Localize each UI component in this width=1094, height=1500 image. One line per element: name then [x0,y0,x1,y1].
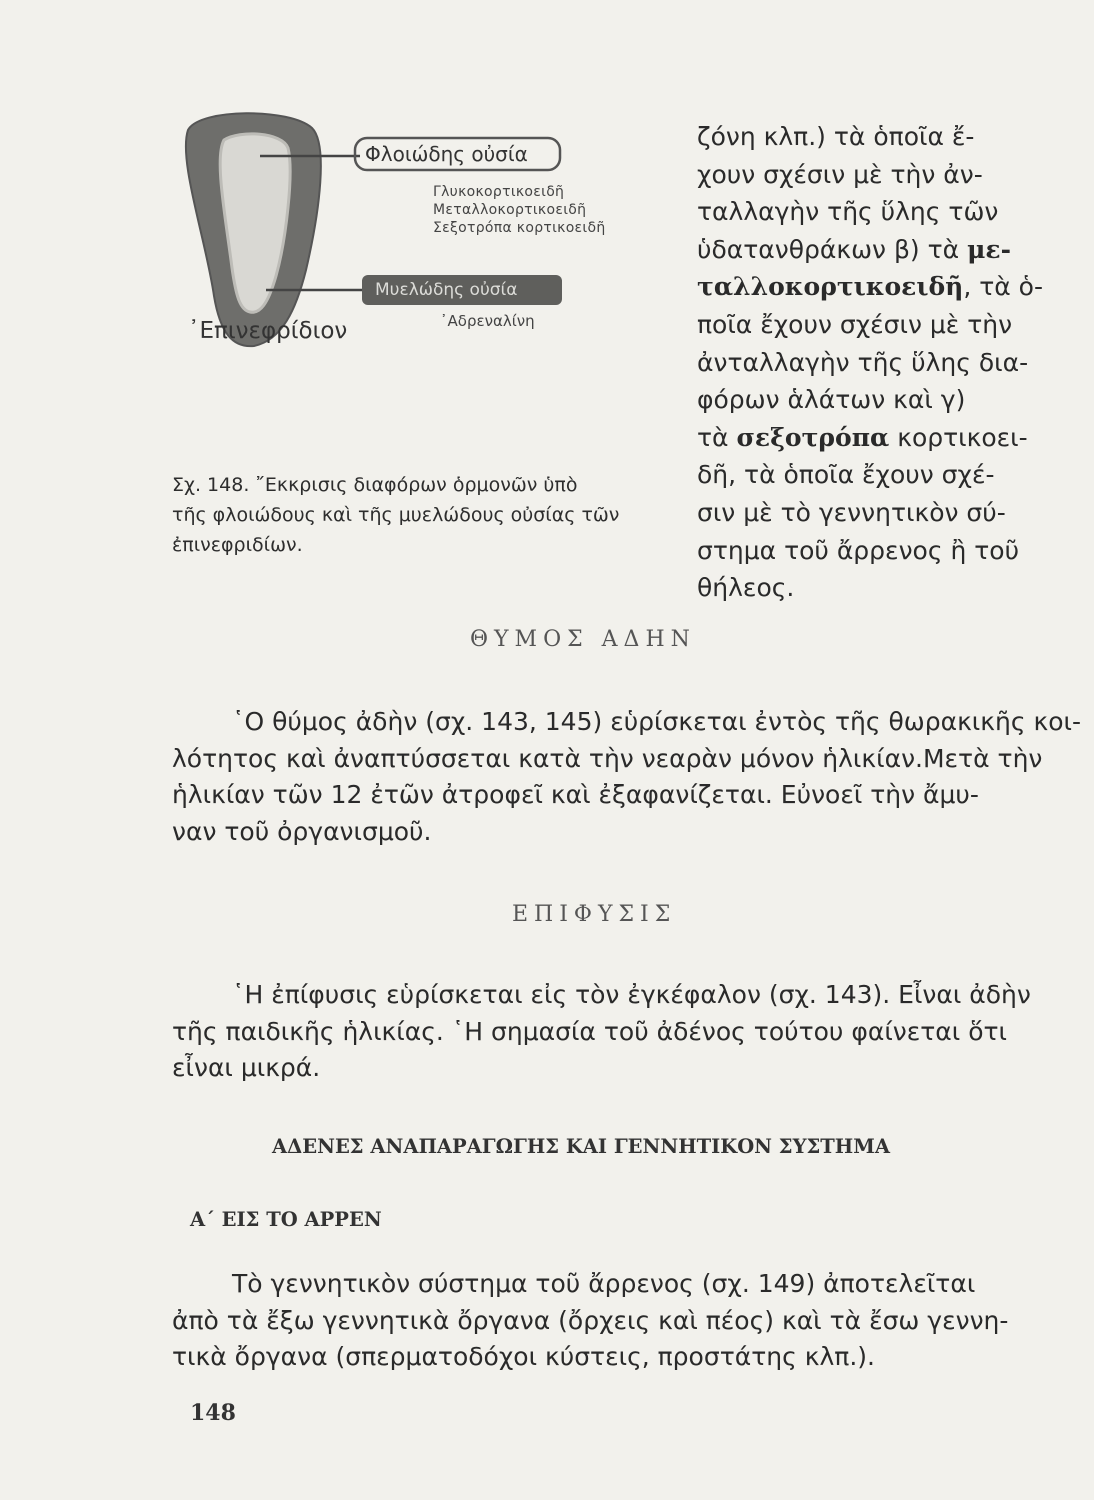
text-line: ῾Η ἐπίφυσις εὑρίσκεται εἰς τὸν ἐγκέφαλον (σχ. 143). Εἶναι ἀδὴν [232,980,1031,1009]
right-column-text [697,118,1043,607]
text-line: ποῖα ἔχουν σχέσιν μὲ τὴν [697,309,1013,339]
gland-label: ᾿Επινεφρίδιον [188,318,348,344]
section-heading-epifysis: ΕΠΙΦΥΣΙΣ [512,902,677,927]
cortex-hormone-1: Γλυκοκορτικοειδῆ [433,184,565,200]
text-line: τῆς παιδικῆς ἡλικίας. ῾Η σημασία τοῦ ἀδένος τούτου φαίνεται ὅτι [172,1016,1007,1046]
section-heading-thymos: ΘΥΜΟΣ ΑΔΗΝ [470,627,696,652]
paragraph-thymos [172,704,1081,850]
medulla-hormone: ᾿Αδρεναλίνη [440,312,535,330]
text-line: δῆ, τὰ ὁποῖα ἔχουν σχέ- [697,460,995,490]
paragraph-male-system [172,1266,1032,1376]
text-segment: τὰ [697,422,729,452]
text-line: ἀπὸ τὰ ἔξω γεννητικὰ ὄργανα (ὄρχεις καὶ πέος) καὶ τὰ ἔσω γεννη- [172,1305,1009,1335]
figure-caption [172,470,652,560]
cortex-hormone-3: Σεξοτρόπα κορτικοειδῆ [433,220,606,236]
text-line: θήλεος. [697,573,795,603]
cortex-label: Φλοιώδης οὐσία [365,142,528,166]
section-heading-reproduction: ΑΔΕΝΕΣ ΑΝΑΠΑΡΑΓΩΓΗΣ ΚΑΙ ΓΕΝΝΗΤΙΚΟΝ ΣΥΣΤΗΜΑ [272,1135,890,1158]
text-line: τικὰ ὄργανα (σπερματοδόχοι κύστεις, προστάτης κλπ.). [172,1342,875,1371]
adrenal-gland-figure [170,100,670,370]
subheading-male: Α΄ ΕΙΣ ΤΟ ΑΡΡΕΝ [190,1208,382,1231]
text-line: φόρων ἁλάτων καὶ γ) [697,385,966,415]
text-line: ἡλικίαν τῶν 12 ἐτῶν ἀτροφεῖ καὶ ἐξαφανίζεται. Εὐνοεῖ τὴν ἄμυ- [172,780,979,809]
text-line: σιν μὲ τὸ γεννητικὸν σύ- [697,497,1006,527]
bold-term: με- [967,234,1011,264]
text-line: ἀνταλλαγὴν τῆς ὕλης δια- [697,347,1029,377]
text-segment: κορτικοει- [897,422,1028,452]
text-line: ῾Ο θύμος ἀδὴν (σχ. 143, 145) εὑρίσκεται ἐντὸς τῆς θωρακικῆς κοι- [232,707,1081,736]
text-line [697,419,1027,457]
text-line [697,231,1027,269]
medulla-label: Μυελώδης οὐσία [375,280,518,300]
paragraph-epifysis [172,977,1032,1087]
text-segment: ὑδατανθράκων β) τὰ [697,234,960,264]
text-line: ταλλαγὴν τῆς ὕλης τῶν [697,197,999,227]
text-line: εἶναι μικρά. [172,1053,321,1082]
text-line: στημα τοῦ ἄρρενος ἢ τοῦ [697,535,1020,565]
bold-term: σεξοτρόπα [736,422,890,452]
text-segment: , τὰ ὁ- [963,272,1043,302]
text-line: Τὸ γεννητικὸν σύστημα τοῦ ἄρρενος (σχ. 149) ἀποτελεῖται [232,1269,976,1298]
page-number: 148 [190,1400,236,1426]
text-line: ναν τοῦ ὀργανισμοῦ. [172,816,432,846]
cortex-hormone-2: Μεταλλοκορτικοειδῆ [433,202,587,218]
text-line [697,268,1043,306]
text-line: λότητος καὶ ἀναπτύσσεται κατὰ τὴν νεαρὰν μόνον ἡλικίαν.Μετὰ τὴν [172,743,1043,773]
caption-line: ἐπινεφριδίων. [172,534,303,556]
text-line: χουν σχέσιν μὲ τὴν ἀν- [697,159,983,189]
bold-term: ταλλοκορτικοειδῆ [697,272,964,302]
caption-line: Σχ. 148. ῎Εκκρισις διαφόρων ὁρμονῶν ὑπὸ [172,474,578,496]
text-line: ζόνη κλπ.) τὰ ὁποῖα ἔ- [697,122,975,151]
caption-line: τῆς φλοιώδους καὶ τῆς μυελώδους οὐσίας τῶν [172,504,620,526]
